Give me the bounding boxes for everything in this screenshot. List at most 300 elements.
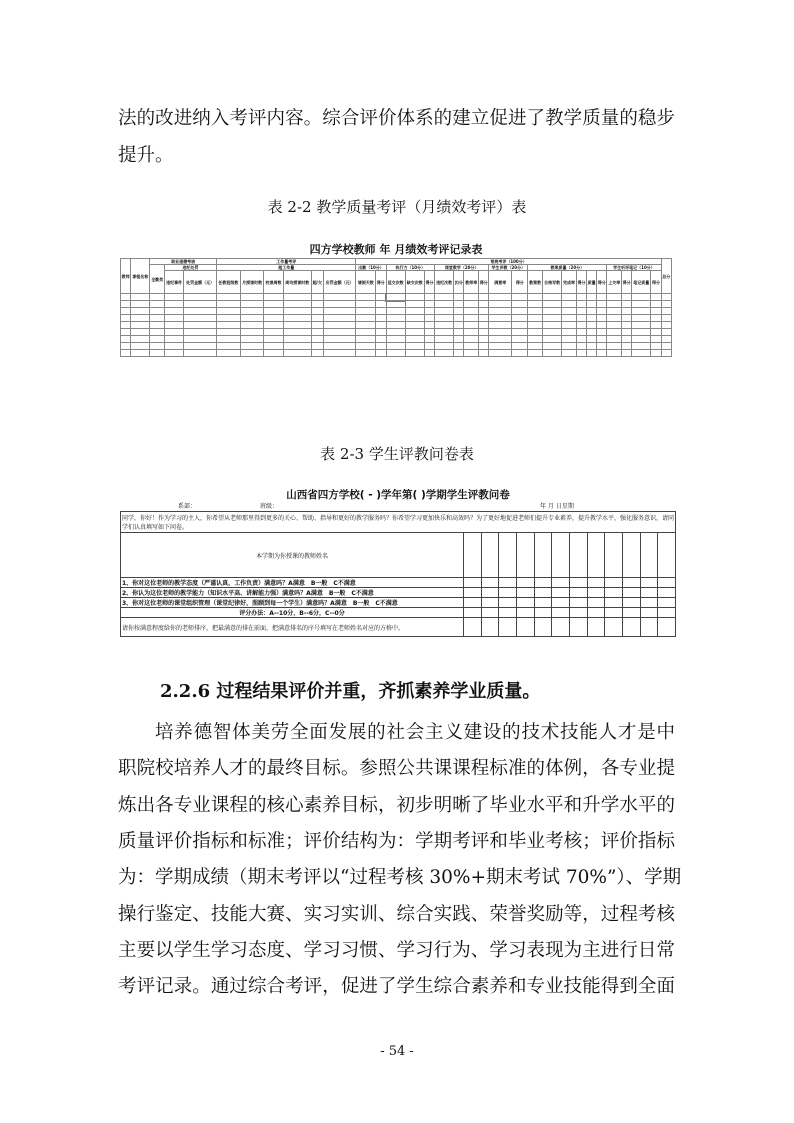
col-header: 质量 [587, 271, 597, 294]
score-cell [640, 608, 658, 618]
table-cell [217, 322, 241, 329]
header-lesson_plan: 教案质量（20分） [528, 265, 607, 271]
col-header: 笔记质量 [632, 271, 651, 294]
table-cell [512, 329, 528, 336]
table-cell [121, 350, 131, 357]
intro-line-1: 法的改进纳入考评内容。综合评价体系的建立促进了教学质量的稳步 [118, 108, 675, 129]
answer-cell [464, 578, 482, 588]
table-cell [165, 329, 184, 336]
student-evaluation-form [120, 487, 676, 637]
table-cell [376, 350, 386, 357]
table-cell [165, 315, 184, 322]
answer-cell [640, 588, 658, 598]
table-cell [597, 343, 607, 350]
answer-cell [640, 598, 658, 608]
answer-cell [552, 598, 570, 608]
table-cell [376, 322, 386, 329]
rank-cell [569, 618, 587, 637]
table-cell [528, 350, 543, 357]
table-cell [311, 308, 323, 315]
table-cell [435, 308, 454, 315]
col-header: 请假天数 [356, 271, 376, 294]
table-row [121, 301, 672, 308]
answer-cell [499, 598, 517, 608]
answer-cell [516, 588, 534, 598]
table-cell [576, 315, 586, 322]
table-cell [454, 329, 464, 336]
table-cell [323, 350, 356, 357]
table-cell [576, 336, 586, 343]
table-cell [528, 329, 543, 336]
table-cell [376, 294, 386, 301]
answer-cell [499, 578, 517, 588]
teacher-name-cell [587, 533, 605, 578]
answer-cell [552, 578, 570, 588]
table-cell [512, 336, 528, 343]
table-cell [311, 301, 323, 308]
col-header: 周均授课时数 [283, 271, 311, 294]
answer-cell [569, 588, 587, 598]
table-cell [386, 315, 405, 322]
table-row [121, 329, 672, 336]
score-cell [622, 608, 640, 618]
class-label: 班级： [260, 503, 279, 510]
rank-cell [499, 618, 517, 637]
answer-cell [658, 588, 676, 598]
answer-cell [640, 578, 658, 588]
table-cell [622, 315, 632, 322]
col-header: 上交率 [607, 271, 622, 294]
col-header: 月授课时数 [240, 271, 264, 294]
table-cell [464, 329, 479, 336]
table-cell [562, 294, 577, 301]
table-cell [165, 322, 184, 329]
answer-cell [622, 578, 640, 588]
table-cell [165, 301, 184, 308]
table-cell [131, 350, 150, 357]
answer-cell [605, 578, 623, 588]
table-cell [424, 294, 434, 301]
col-header: 延交次数 [386, 271, 405, 294]
table-cell [386, 308, 405, 315]
table-cell [576, 301, 586, 308]
table-cell [131, 294, 150, 301]
col-header: 得分 [597, 271, 607, 294]
table-cell [576, 343, 586, 350]
table-cell [622, 336, 632, 343]
answer-cell [464, 588, 482, 598]
col-header: 处罚金额（元） [184, 271, 217, 294]
header-notes: 学生听评笔记（10分） [607, 265, 661, 271]
table-cell [424, 329, 434, 336]
teacher-name-label: 本学期为你授课的教师姓名 [121, 533, 464, 578]
intro-text: 同学，你好！作为学习的主人，你希望从老师那里得到更多的关心、帮助、指导和更好的教学服务吗？你希望学习更加快乐和高效吗？为了更好地促进老师们提升专业素养，提升教学水平，强化服务意识，请同学们认真填写如下问卷。 [121, 512, 676, 533]
table-cell [165, 294, 184, 301]
table-cell [576, 322, 586, 329]
table-cell [435, 336, 454, 343]
table-cell [356, 329, 376, 336]
table-cell [424, 315, 434, 322]
table-cell [356, 301, 376, 308]
table-cell [424, 350, 434, 357]
col-header: 教师率 [464, 271, 479, 294]
header-course: 课程名称 [131, 259, 150, 294]
header-total: 总分 [661, 259, 671, 294]
table-cell [424, 322, 434, 329]
table-cell [528, 322, 543, 329]
table-cell [424, 336, 434, 343]
answer-cell [481, 588, 499, 598]
table-cell [264, 336, 283, 343]
col-header: 教案数 [528, 271, 543, 294]
table-cell [528, 343, 543, 350]
table-cell [651, 315, 661, 322]
rank-cell [622, 618, 640, 637]
col-header: 全勤奖 [150, 265, 165, 294]
table-cell [622, 294, 632, 301]
col-header: 得分 [651, 271, 661, 294]
score-cell [516, 608, 534, 618]
table-cell [454, 315, 464, 322]
header-student_eval: 学生评教（20分） [489, 265, 528, 271]
table-cell [489, 343, 512, 350]
table-cell [240, 301, 264, 308]
col-header: 得分 [512, 271, 528, 294]
table-cell [543, 301, 562, 308]
answer-cell [481, 598, 499, 608]
table-cell [283, 329, 311, 336]
table-cell [217, 343, 241, 350]
table-cell [356, 350, 376, 357]
table-cell [131, 301, 150, 308]
table-cell [376, 315, 386, 322]
table-cell [217, 350, 241, 357]
table-cell [632, 301, 651, 308]
answer-cell [569, 578, 587, 588]
table-cell [240, 336, 264, 343]
intro-line-2: 提升。 [118, 145, 174, 166]
teacher-name-cell [552, 533, 570, 578]
table-cell [562, 343, 577, 350]
table-cell [184, 294, 217, 301]
table-cell [386, 336, 405, 343]
col-header: 违纪次数 [435, 271, 454, 294]
table-cell [240, 343, 264, 350]
table-cell [424, 301, 434, 308]
table-cell [651, 308, 661, 315]
table-cell [165, 343, 184, 350]
answer-cell [587, 598, 605, 608]
table-cell [150, 301, 165, 308]
table-cell [121, 315, 131, 322]
body-line: 质量评价指标和标准；评价结构为：学期考评和毕业考核；评价指标 [118, 830, 675, 852]
table-cell [264, 322, 283, 329]
score-cell [481, 608, 499, 618]
answer-cell [534, 598, 552, 608]
table-caption-2-2: 表 2-2 教学质量考评（月绩效考评）表 [267, 198, 527, 216]
answer-cell [587, 588, 605, 598]
table-cell [323, 315, 356, 322]
table-cell [376, 329, 386, 336]
col-header: 得分 [424, 271, 434, 294]
table-cell [607, 336, 622, 343]
table-cell [464, 343, 479, 350]
body-line: 为：学期成绩（期末考评以“过程考核 30%+期末考试 70%”）、学期 [118, 867, 682, 889]
table-cell [622, 301, 632, 308]
table-cell [562, 336, 577, 343]
teacher-name-cell [640, 533, 658, 578]
table-cell [323, 301, 356, 308]
table-cell [597, 350, 607, 357]
table-cell [661, 329, 671, 336]
col-header: 得分 [479, 271, 489, 294]
table-cell [607, 294, 622, 301]
table-cell [632, 315, 651, 322]
col-header: 合格写数 [543, 271, 562, 294]
table-cell [217, 336, 241, 343]
evaluation-table [120, 511, 676, 637]
table-cell [587, 308, 597, 315]
table-cell [356, 336, 376, 343]
table-cell [184, 315, 217, 322]
table-cell [622, 343, 632, 350]
table-cell [217, 315, 241, 322]
table-cell [405, 301, 424, 308]
table-cell [479, 350, 489, 357]
table-cell [622, 308, 632, 315]
table-cell [121, 301, 131, 308]
table-cell [512, 308, 528, 315]
table-cell [323, 322, 356, 329]
table-cell [576, 294, 586, 301]
form-title: 山西省四方学校( - )学年第( )学期学生评教问卷 [286, 489, 510, 501]
table-cell [597, 322, 607, 329]
table-cell [264, 315, 283, 322]
table-cell [464, 294, 479, 301]
table-cell [543, 315, 562, 322]
answer-cell [622, 588, 640, 598]
table-cell [587, 315, 597, 322]
score-cell [658, 608, 676, 618]
rank-cell [481, 618, 499, 637]
table-cell [264, 301, 283, 308]
table-cell [121, 343, 131, 350]
question-row: 1、你对这位老师的教学态度（严谨认真，工作负责）满意吗？A满意 B一般 C不满意 [121, 578, 464, 588]
table-cell [597, 308, 607, 315]
table-cell [454, 308, 464, 315]
table-cell [240, 329, 264, 336]
score-cell [569, 608, 587, 618]
rank-cell [464, 618, 482, 637]
body-line: 主要以学生学习态度、学习习惯、学习行为、学习表现为主进行日常 [118, 939, 675, 961]
table-cell [512, 294, 528, 301]
table-cell [121, 308, 131, 315]
table-cell [661, 308, 671, 315]
teacher-name-cell [605, 533, 623, 578]
table-cell [405, 350, 424, 357]
table-cell [607, 315, 622, 322]
table-cell [661, 343, 671, 350]
table-cell [435, 322, 454, 329]
table-cell [587, 294, 597, 301]
table-cell [454, 336, 464, 343]
table-cell [651, 350, 661, 357]
table-cell [121, 322, 131, 329]
table-cell [283, 336, 311, 343]
table-cell [311, 343, 323, 350]
table-cell [240, 308, 264, 315]
table-cell [651, 322, 661, 329]
table-cell [661, 350, 671, 357]
table-cell [622, 322, 632, 329]
header-routine: 常规考评（100分） [356, 259, 661, 265]
table-cell [454, 343, 464, 350]
scoring-rule: 评分办法：A--10分，B--6分，C--0分 [121, 608, 464, 618]
table-cell [543, 322, 562, 329]
table-cell [131, 336, 150, 343]
question-row: 3、你对这位老师的课堂组织管理（课堂纪律好，照顾到每一个学生）满意吗？A满意 B一般 C不满意 [121, 598, 464, 608]
table-cell [661, 301, 671, 308]
table-cell [464, 350, 479, 357]
table-cell [323, 294, 356, 301]
rank-cell [640, 618, 658, 637]
table-cell [512, 315, 528, 322]
teacher-name-cell [658, 533, 676, 578]
table-cell [131, 343, 150, 350]
table-cell [479, 322, 489, 329]
answer-cell [658, 578, 676, 588]
table-cell [184, 301, 217, 308]
table-row [121, 308, 672, 315]
table-cell [512, 350, 528, 357]
table-cell [150, 336, 165, 343]
table-cell [184, 336, 217, 343]
table-cell [150, 329, 165, 336]
table-row [121, 294, 672, 301]
table-cell [311, 329, 323, 336]
table-cell [576, 308, 586, 315]
table-cell [356, 315, 376, 322]
teacher-name-cell [516, 533, 534, 578]
header-workload: 工作量考评 [217, 259, 356, 265]
table-cell [376, 301, 386, 308]
table-cell [528, 315, 543, 322]
table-cell [283, 343, 311, 350]
table-cell [435, 315, 454, 322]
table-cell [240, 322, 264, 329]
date-label: 年 月 日星期 [540, 503, 574, 510]
teacher-name-cell [569, 533, 587, 578]
table-cell [405, 294, 424, 301]
table-cell [489, 308, 512, 315]
table-cell [121, 294, 131, 301]
table-cell [240, 350, 264, 357]
answer-cell [622, 598, 640, 608]
table-cell [607, 329, 622, 336]
col-header: 应罚金额（元） [323, 271, 356, 294]
table-cell [543, 336, 562, 343]
table-cell [435, 294, 454, 301]
table-cell [386, 301, 405, 308]
table-cell [184, 343, 217, 350]
table-cell [283, 315, 311, 322]
table-cell [543, 294, 562, 301]
table-cell [464, 308, 479, 315]
table-cell [489, 336, 512, 343]
col-header: 得分 [376, 271, 386, 294]
table-cell [264, 343, 283, 350]
col-header: 满意率 [489, 271, 512, 294]
table-cell [543, 343, 562, 350]
table-cell [489, 350, 512, 357]
table-cell [165, 308, 184, 315]
table-cell [264, 329, 283, 336]
table-cell [528, 308, 543, 315]
table-cell [587, 301, 597, 308]
table-cell [150, 315, 165, 322]
answer-cell [658, 598, 676, 608]
header-overload: 超工作量 [217, 265, 356, 271]
score-cell [464, 608, 482, 618]
table-cell [543, 308, 562, 315]
table-row [121, 336, 672, 343]
table-cell [217, 294, 241, 301]
table-cell [150, 350, 165, 357]
header-classroom: 课堂教学（20分） [435, 265, 489, 271]
table-cell [489, 301, 512, 308]
col-header: 得分 [622, 271, 632, 294]
col-header: 超/欠 [311, 271, 323, 294]
table-cell [311, 322, 323, 329]
table-cell [576, 329, 586, 336]
table-cell [386, 322, 405, 329]
table-cell [386, 343, 405, 350]
section-heading: 2.2.6 过程结果评价并重，齐抓素养学业质量。 [160, 681, 541, 702]
table-cell [587, 329, 597, 336]
table-cell [632, 294, 651, 301]
table-row [121, 315, 672, 322]
table-cell [632, 336, 651, 343]
table-cell [562, 322, 577, 329]
table-cell [632, 350, 651, 357]
table-cell [489, 329, 512, 336]
header-teacher: 教师 [121, 259, 131, 294]
table-cell [131, 322, 150, 329]
table-cell [283, 301, 311, 308]
table-cell [464, 301, 479, 308]
table-cell [562, 329, 577, 336]
table-cell [597, 329, 607, 336]
table-row [121, 322, 672, 329]
table-cell [323, 336, 356, 343]
table-cell [356, 343, 376, 350]
table-cell [121, 329, 131, 336]
table-cell [386, 294, 405, 301]
body-line: 培养德智体美劳全面发展的社会主义建设的技术技能人才是中 [155, 722, 675, 743]
table-cell [283, 308, 311, 315]
answer-cell [534, 578, 552, 588]
table-cell [405, 322, 424, 329]
header-execution: 执行力（10分） [386, 265, 435, 271]
answer-cell [552, 588, 570, 598]
dept-label: 系部： [178, 503, 197, 510]
table-cell [607, 301, 622, 308]
table-cell [479, 336, 489, 343]
table-cell [184, 308, 217, 315]
table-cell [489, 322, 512, 329]
table-cell [479, 308, 489, 315]
table-cell [528, 336, 543, 343]
